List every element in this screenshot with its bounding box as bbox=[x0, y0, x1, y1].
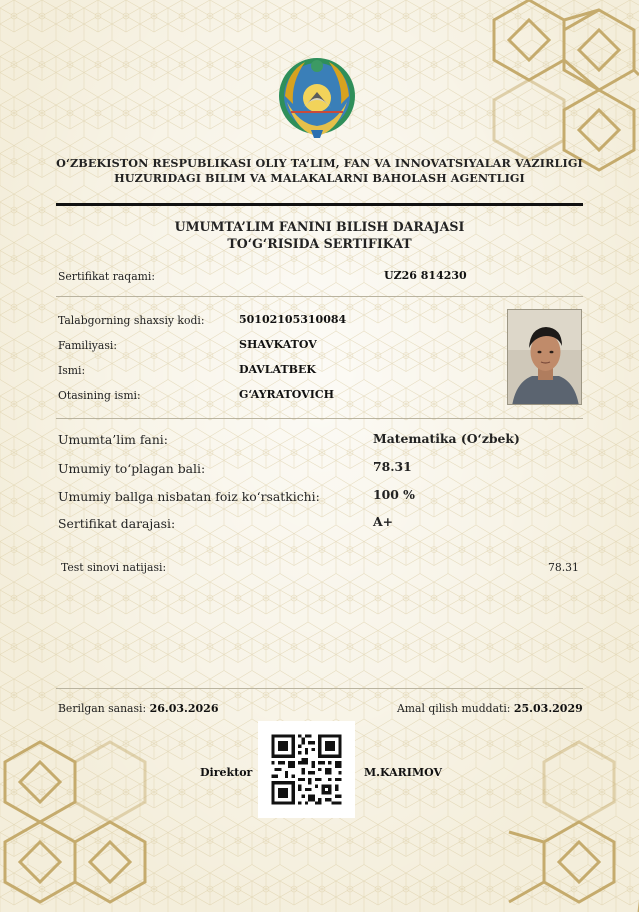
personal-id-value: 50102105310084 bbox=[239, 313, 347, 326]
valid-until-label: Amal qilish muddati: bbox=[397, 702, 511, 715]
director-name: M.KARIMOV bbox=[364, 766, 443, 779]
percent-value: 100 % bbox=[373, 487, 415, 502]
qr-code-graphic bbox=[258, 721, 355, 818]
certificate-number-value: UZ26 814230 bbox=[384, 269, 467, 282]
corner-ornament-bottom-right bbox=[489, 702, 639, 912]
divider-1 bbox=[56, 296, 583, 297]
title-line-2: TO‘G‘RISIDA SERTIFIKAT bbox=[227, 236, 412, 251]
surname-value: SHAVKATOV bbox=[239, 338, 317, 351]
patronymic-label: Otasining ismi: bbox=[58, 389, 141, 402]
test-result-value: 78.31 bbox=[548, 561, 579, 574]
portrait-image bbox=[508, 310, 582, 405]
divider-2 bbox=[56, 418, 583, 419]
valid-until-value: 25.03.2029 bbox=[513, 702, 583, 715]
title-line-1: UMUMTA’LIM FANINI BILISH DARAJASI bbox=[174, 219, 465, 234]
valid-until-date bbox=[397, 702, 583, 716]
percent-label: Umumiy ballga nisbatan foiz ko‘rsatkichi: bbox=[58, 489, 320, 504]
issued-date bbox=[58, 702, 218, 716]
issued-date-label: Berilgan sanasi: bbox=[58, 702, 147, 715]
divider-3 bbox=[56, 688, 583, 689]
personal-id-label: Talabgorning shaxsiy kodi: bbox=[58, 314, 205, 327]
level-value: A+ bbox=[373, 514, 393, 529]
issued-date-value: 26.03.2026 bbox=[149, 702, 219, 715]
portrait-photo bbox=[507, 309, 582, 405]
score-value: 78.31 bbox=[373, 459, 412, 474]
qr-code-icon[interactable] bbox=[258, 721, 355, 818]
agency-heading bbox=[40, 156, 599, 186]
test-result-label: Test sinovi natijasi: bbox=[61, 561, 167, 574]
certificate-title bbox=[40, 218, 599, 252]
subject-label: Umumta’lim fani: bbox=[58, 432, 168, 447]
corner-ornament-bottom-left bbox=[0, 712, 170, 912]
subject-value: Matematika (O‘zbek) bbox=[373, 431, 520, 446]
score-label: Umumiy to‘plagan bali: bbox=[58, 461, 206, 476]
level-label: Sertifikat darajasi: bbox=[58, 516, 176, 531]
agency-line-2: HUZURIDAGI BILIM VA MALAKALARNI BAHOLASH AGENTLIGI bbox=[114, 171, 525, 185]
state-emblem-icon bbox=[277, 52, 357, 140]
name-value: DAVLATBEK bbox=[239, 363, 316, 376]
patronymic-value: G‘AYRATOVICH bbox=[239, 388, 335, 401]
certificate-number-label: Sertifikat raqami: bbox=[58, 270, 155, 283]
surname-label: Familiyasi: bbox=[58, 339, 117, 352]
agency-line-1: O‘ZBEKISTON RESPUBLIKASI OLIY TA’LIM, FAN VA INNOVATSIYALAR VAZIRLIGI bbox=[56, 156, 583, 170]
header-divider bbox=[56, 203, 583, 206]
director-label: Direktor bbox=[200, 766, 253, 779]
name-label: Ismi: bbox=[58, 364, 86, 377]
